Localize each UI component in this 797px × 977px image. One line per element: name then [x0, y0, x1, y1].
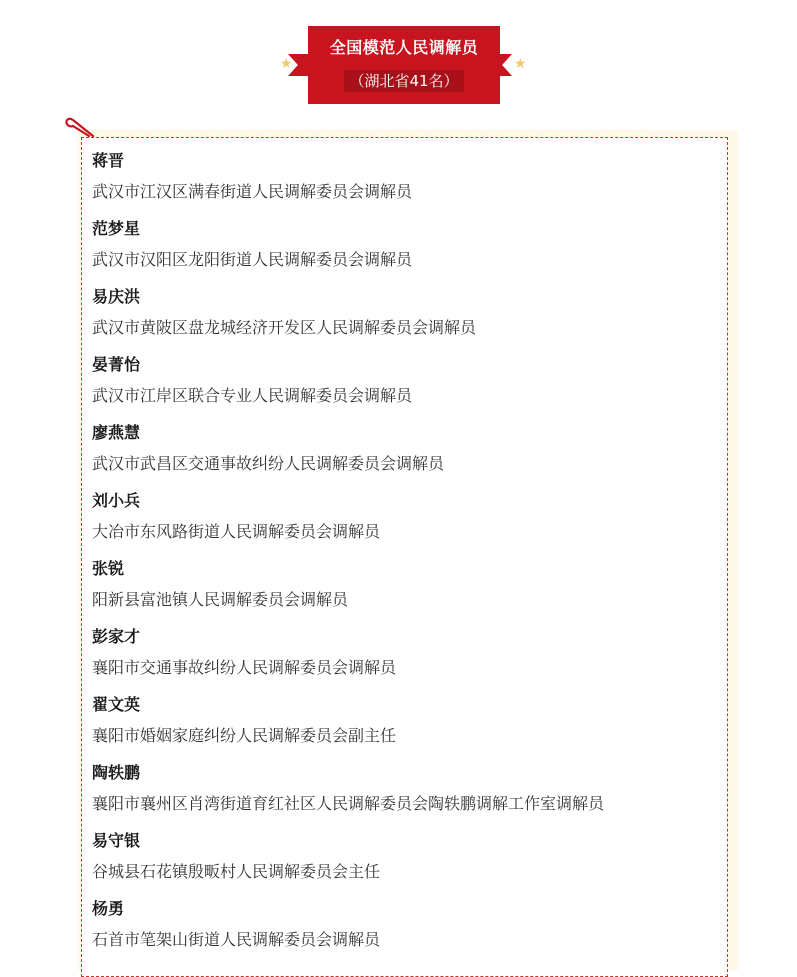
list-item	[92, 486, 712, 554]
mediator-role: 武汉市黄陂区盘龙城经济开发区人民调解委员会调解员	[92, 318, 477, 337]
mediator-name: 晏菁怡	[92, 355, 141, 374]
page-title: 全国模范人民调解员	[329, 38, 479, 57]
mediator-role: 襄阳市婚姻家庭纠纷人民调解委员会副主任	[92, 726, 397, 745]
list-item	[92, 554, 712, 622]
mediator-name: 易守银	[92, 831, 141, 850]
list-item	[92, 350, 712, 418]
mediator-name: 范梦星	[92, 219, 141, 238]
list-item	[92, 418, 712, 486]
title-banner	[308, 26, 500, 104]
mediator-name: 彭家才	[92, 627, 141, 646]
list-item	[92, 282, 712, 350]
mediator-role: 大冶市东风路街道人民调解委员会调解员	[92, 522, 381, 541]
list-item	[92, 146, 712, 214]
header-banner	[0, 26, 797, 106]
mediator-name: 易庆洪	[92, 287, 141, 306]
mediator-name: 刘小兵	[92, 491, 141, 510]
list-item	[92, 826, 712, 894]
mediator-role: 襄阳市交通事故纠纷人民调解委员会调解员	[92, 658, 397, 677]
card-scalloped-edge	[78, 122, 648, 136]
mediator-role: 谷城县石花镇殷畈村人民调解委员会主任	[92, 862, 381, 881]
mediator-role: 武汉市汉阳区龙阳街道人民调解委员会调解员	[92, 250, 413, 269]
mediator-name: 杨勇	[92, 899, 125, 918]
paperclip-icon	[63, 114, 97, 140]
mediator-name: 陶轶鹏	[92, 763, 141, 782]
list-item	[92, 894, 712, 962]
mediator-role: 武汉市武昌区交通事故纠纷人民调解委员会调解员	[92, 454, 445, 473]
mediator-role: 阳新县富池镇人民调解委员会调解员	[92, 590, 349, 609]
list-item	[92, 758, 712, 826]
page-subtitle: （湖北省41名）	[344, 70, 464, 92]
mediator-role: 武汉市江汉区满春街道人民调解委员会调解员	[92, 182, 413, 201]
mediator-role: 襄阳市襄州区肖湾街道育红社区人民调解委员会陶轶鹏调解工作室调解员	[92, 794, 605, 813]
mediator-name: 张锐	[92, 559, 125, 578]
mediator-role: 武汉市江岸区联合专业人民调解委员会调解员	[92, 386, 413, 405]
star-icon: ★	[280, 56, 293, 72]
star-icon: ★	[514, 56, 527, 72]
mediator-role: 石首市笔架山街道人民调解委员会调解员	[92, 930, 381, 949]
mediator-list	[92, 146, 712, 962]
mediator-name: 蒋晋	[92, 151, 125, 170]
list-item	[92, 690, 712, 758]
list-item	[92, 622, 712, 690]
mediator-name: 廖燕慧	[92, 423, 141, 442]
mediator-name: 翟文英	[92, 695, 141, 714]
list-item	[92, 214, 712, 282]
